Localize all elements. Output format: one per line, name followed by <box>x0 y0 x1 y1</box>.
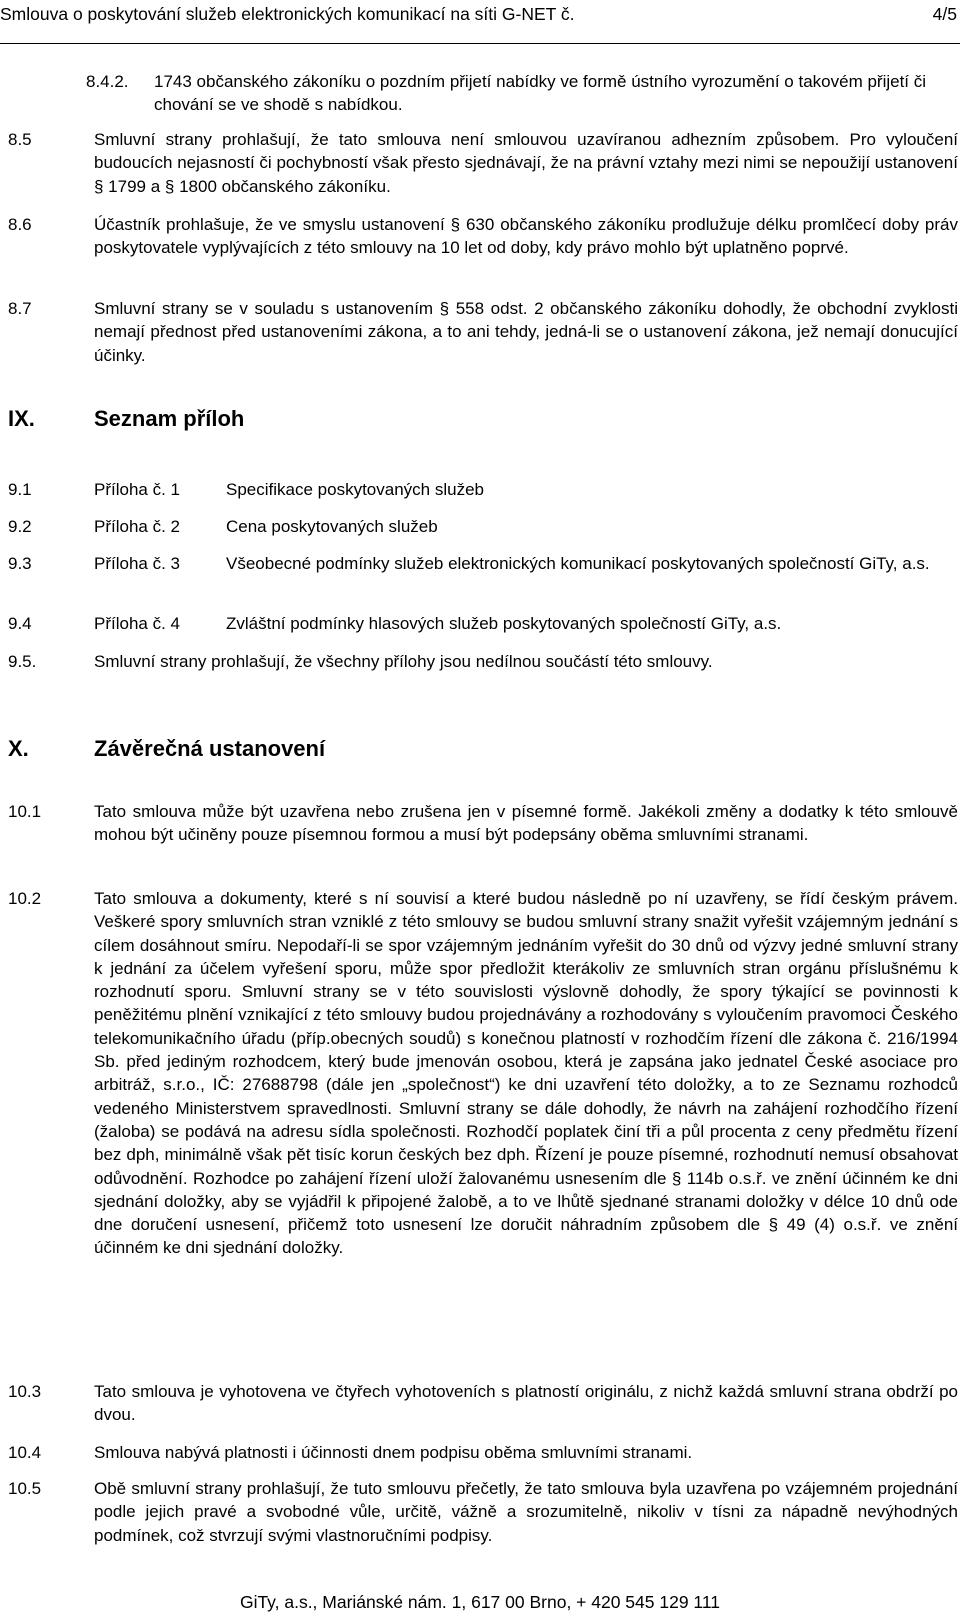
section-title: Závěrečná ustanovení <box>94 736 326 761</box>
clause-8-6 <box>8 213 958 260</box>
clause-text: Obě smluvní strany prohlašují, že tuto smlouvu přečetly, že tato smlouva byla uzavřena po vzájemném projednání podle jejich pravé a svobodné vůle, určitě, vážně a srozumitelně, nikoliv v tísni za nápadně nevýhodných podmínek, což stvrzují svými vlastnoručními podpisy. <box>94 1479 958 1545</box>
attachment-description: Všeobecné podmínky služeb elektronických komunikací poskytovaných společností GiTy, a.s. <box>226 554 930 573</box>
attachment-description: Specifikace poskytovaných služeb <box>226 480 484 499</box>
clause-number: 8.7 <box>8 299 32 318</box>
clause-10-5 <box>8 1477 958 1547</box>
clause-number: 8.5 <box>8 130 32 149</box>
clause-number: 9.3 <box>8 554 32 573</box>
page-number: 4/5 <box>932 4 957 24</box>
clause-text: Smluvní strany prohlašují, že tato smlouva není smlouvou uzavíranou adhezním způsobem. Pro vyloučení budoucích nejasností či pochybností však přesto sjednávají, že na právní vztahy mezi nimi se nepoužijí ustanovení § 1799 a § 1800 občanského zákoníku. <box>94 130 958 196</box>
section-number: X. <box>8 736 29 761</box>
clause-10-3 <box>8 1380 958 1427</box>
attachment-description: Cena poskytovaných služeb <box>226 517 438 536</box>
clause-text: Účastník prohlašuje, že ve smyslu ustanovení § 630 občanského zákoníku prodlužuje délku promlčecí doby práv poskytovatele vyplývajících z této smlouvy na 10 let od doby, kdy právo mohlo být uplatněno poprvé. <box>94 215 958 258</box>
clause-number: 10.5 <box>8 1479 42 1498</box>
clause-text: Smluvní strany prohlašují, že všechny přílohy jsou nedílnou součástí této smlouvy. <box>94 652 713 671</box>
clause-8-4-2 <box>86 70 956 117</box>
section-number: IX. <box>8 406 35 431</box>
attachment-label: Příloha č. 1 <box>94 480 180 499</box>
page-footer: GiTy, a.s., Mariánské nám. 1, 617 00 Brno, + 420 545 129 111 <box>239 1592 721 1612</box>
clause-10-4 <box>8 1441 958 1464</box>
clause-9-5 <box>8 650 958 673</box>
clause-8-5 <box>8 128 958 198</box>
clause-text: Tato smlouva a dokumenty, které s ní souvisí a které budou následně po ní uzavřeny, se řídí českým právem. Veškeré spory smluvních stran vzniklé z této smlouvy se budou smluvní strany snažit vyřešit vzájemným jednání s cílem dosáhnout smíru. Nepodaří-li se spor vzájemným jednáním vyřešit do 30 dnů od výzvy jedné smluvní strany k jednání za účelem vyřešení sporu, může spor předložit kterákoliv ze smluvních stran orgánu příslušnému k rozhodnutí sporu. Smluvní strany se v této souvislosti výslovně dohodly, že spory týkající se povinnosti k peněžitému plnění vznikající z této smlouvy budou projednávány a rozhodovány s vyloučením pravomoci Českého telekomunikačního úřadu (příp.obecných soudů) s konečnou platností v rozhodčím řízení dle zákona č. 216/1994 Sb. před jediným rozhodcem, který bude jmenován osobou, která je zapsána jako jednatel České asociace pro arbitráž, s.r.o., IČ: 27688798 (dále jen „společnost“) ke dni uzavření této doložky, a to ze Seznamu rozhodců vedeného Ministerstvem spravedlnosti. Smluvní strany se dále dohodly, že návrh na zahájení rozhodčího řízení (žaloba) se podává na adresu sídla společnosti. Rozhodčí poplatek činí tři a půl procenta z ceny předmětu řízení bez dph, minimálně však pět tisíc korun českých bez dph. Řízení je pouze písemné, rozhodnutí nemusí obsahovat odůvodnění. Rozhodce po zahájení řízení uloží žalovanému usnesením dle § 114b o.s.ř. ve znění účinném ke dni sjednání doložky, aby se vyjádřil k připojené žalobě, a to ve lhůtě sjednané stranami doložky v délce 10 dnů ode dne doručení usnesení, přičemž toto usnesení lze doručit náhradním způsobem dle § 49 (4) o.s.ř. ve znění účinném ke dni sjednání doložky. <box>94 889 958 1258</box>
attachment-label: Příloha č. 2 <box>94 517 180 536</box>
clause-text: 1743 občanského zákoníku o pozdním přijetí nabídky ve formě ústního vyrozumění o takovém přijetí či chování se ve shodě s nabídkou. <box>154 72 927 115</box>
clause-number: 9.1 <box>8 480 32 499</box>
page-header <box>0 0 960 44</box>
attachment-9-4 <box>8 612 958 635</box>
attachment-9-2 <box>8 515 958 538</box>
clause-number: 8.4.2. <box>86 72 129 91</box>
clause-text: Tato smlouva může být uzavřena nebo zrušena jen v písemné formě. Jakékoli změny a dodatky k této smlouvě mohou být učiněny pouze písemnou formou a musí být podepsány oběma smluvními stranami. <box>94 802 958 845</box>
clause-10-2 <box>8 887 958 1260</box>
clause-number: 10.4 <box>8 1443 42 1462</box>
clause-text: Smluvní strany se v souladu s ustanovením § 558 odst. 2 občanského zákoníku dohodly, že obchodní zvyklosti nemají přednost před ustanoveními zákona, a to ani tehdy, jedná-li se o ustanovení zákona, jež nemají donucující účinky. <box>94 299 958 365</box>
clause-number: 9.2 <box>8 517 32 536</box>
clause-number: 10.3 <box>8 1382 42 1401</box>
section-title: Seznam příloh <box>94 406 245 431</box>
clause-number: 8.6 <box>8 215 32 234</box>
clause-text: Tato smlouva je vyhotovena ve čtyřech vyhotoveních s platností originálu, z nichž každá smluvní strana obdrží po dvou. <box>94 1382 958 1425</box>
clause-number: 10.1 <box>8 802 42 821</box>
clause-number: 9.5. <box>8 652 37 671</box>
clause-number: 9.4 <box>8 614 32 633</box>
document-title: Smlouva o poskytování služeb elektronických komunikací na síti G-NET č. <box>0 4 575 24</box>
clause-10-1 <box>8 800 958 847</box>
attachment-description: Zvláštní podmínky hlasových služeb poskytovaných společností GiTy, a.s. <box>226 614 782 633</box>
attachment-9-1 <box>8 478 958 501</box>
attachment-label: Příloha č. 3 <box>94 554 180 573</box>
attachment-label: Příloha č. 4 <box>94 614 180 633</box>
clause-number: 10.2 <box>8 889 42 908</box>
clause-8-7 <box>8 297 958 367</box>
clause-text: Smlouva nabývá platnosti i účinnosti dnem podpisu oběma smluvními stranami. <box>94 1443 693 1462</box>
attachment-9-3 <box>8 552 958 575</box>
